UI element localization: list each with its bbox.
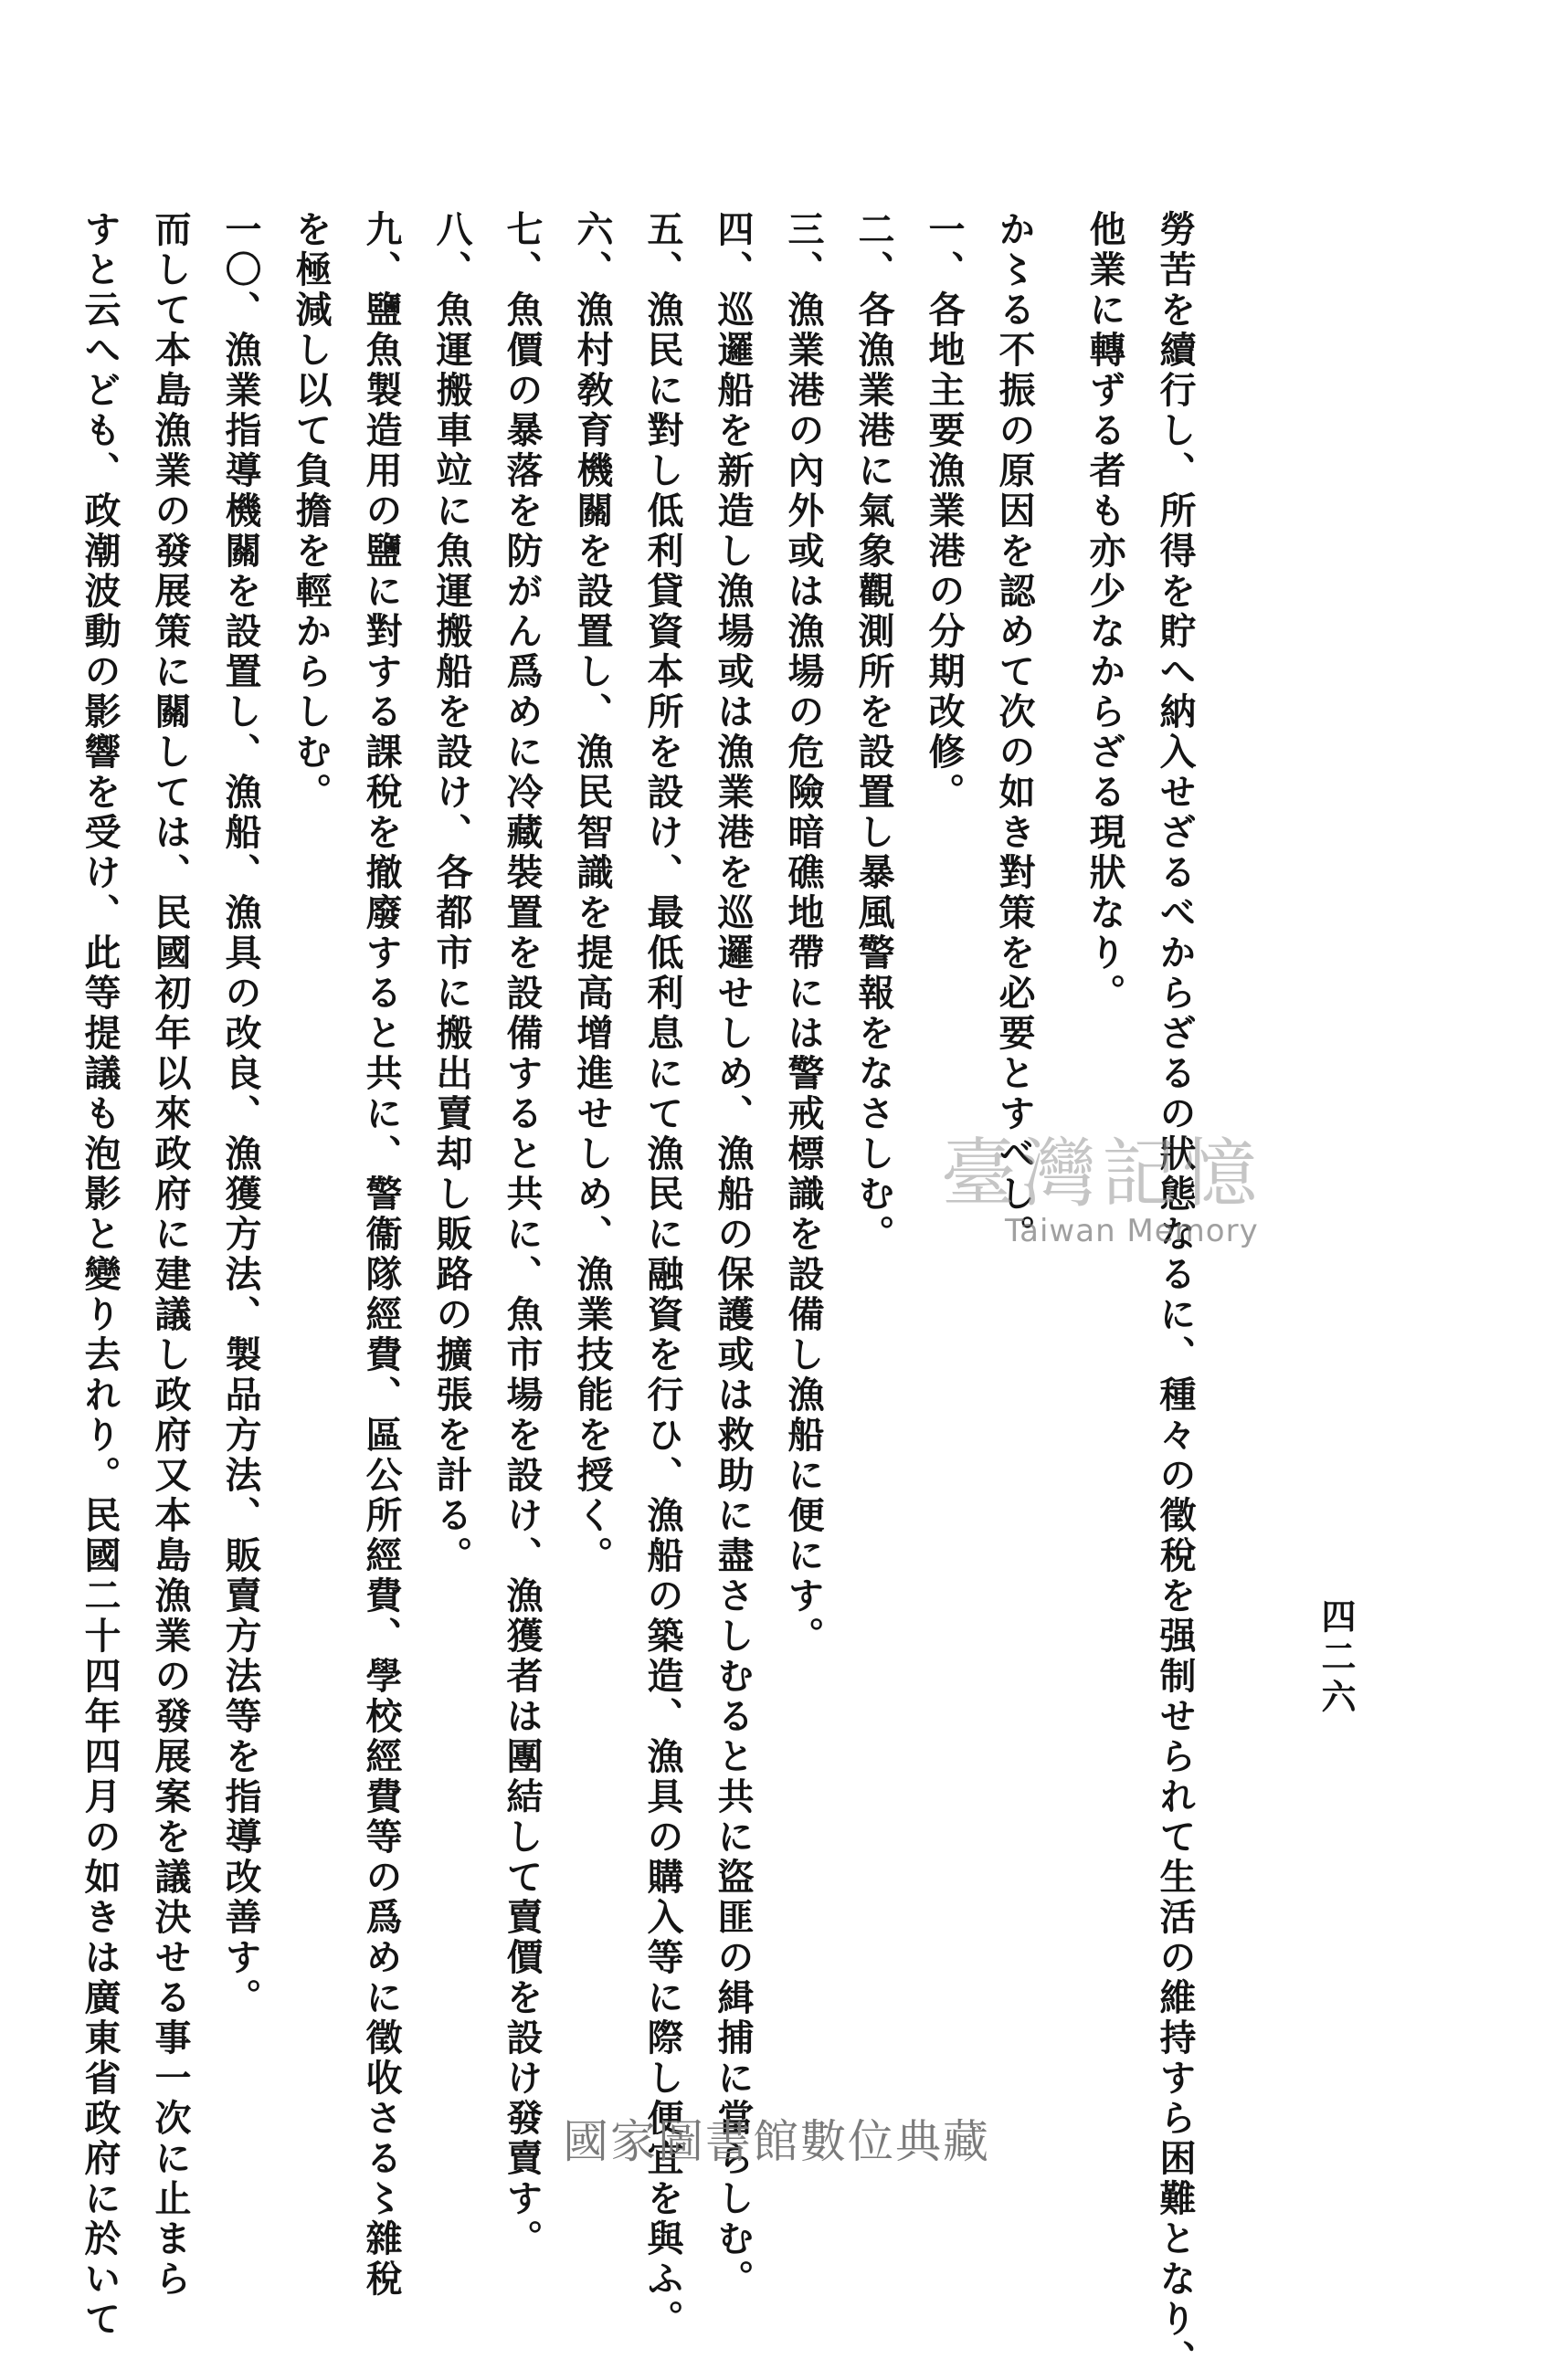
list-item: 七、魚價の暴落を防がん爲めに冷藏裝置を設備すると共に、魚市場を設け、漁獲者は團結して賣價を設け發賣す。 [501, 210, 544, 2259]
list-item: 三、漁業港の內外或は漁場の危險暗礁地帶には警戒標識を設備し漁船に便にす。 [782, 210, 825, 1657]
body-line: 而して本島漁業の發展策に關しては、民國初年以來政府に建議し政府又本島漁業の發展案を議決せる事一次に止まら [149, 210, 192, 2300]
taiwan-memory-watermark [941, 1114, 1325, 1249]
list-item: 一〇、漁業指導機關を設置し、漁船、漁具の改良、漁獲方法、製品方法、販賣方法等を指導改善す。 [219, 210, 262, 2018]
archive-footer: 國家圖書館數位典藏 [563, 2115, 990, 2168]
page-number: 四二六 [1315, 1598, 1357, 1719]
body-line: か〻る不振の原因を認めて次の如き對策を必要とすべし。 [993, 210, 1036, 1255]
list-item: 八、魚運搬車竝に魚運搬船を設け、各都市に搬出賣却し販路の擴張を計る。 [430, 210, 473, 1576]
list-item-continuation: を極減し以て負擔を輕からしむ。 [290, 210, 333, 813]
list-item: 二、各漁業港に氣象觀測所を設置し暴風警報をなさしむ。 [852, 210, 895, 1255]
list-item: 六、漁村敎育機關を設置し、漁民智識を提高增進せしめ、漁業技能を授く。 [571, 210, 614, 1576]
body-line: すと云へども、政潮波動の影響を受け、此等提議も泡影と變り去れり。民國二十四年四月の如きは廣東省政府に於いて [79, 210, 121, 2340]
paragraph-gap [1050, 210, 1070, 1763]
list-item: 五、漁民に對し低利貸資本所を設け、最低利息にて漁民に融資を行ひ、漁船の築造、漁具の購入等に際し便宜を與ふ。 [641, 210, 684, 2340]
list-item: 九、鹽魚製造用の鹽に對する課稅を撤廢すると共に、警衞隊經費、區公所經費、學校經費等の爲めに徵收さる〻雜稅 [360, 210, 403, 2300]
body-line: 勞苦を續行し、所得を貯へ納入せざるべからざるの狀態なるに、種々の徵稅を强制せられて生活の維持すら困難となり、 [1154, 210, 1197, 2380]
list-item: 四、巡邏船を新造し漁場或は漁業港を巡邏せしめ、漁船の保護或は救助に盡さしむると共に盜匪の緝捕に當らしむ。 [712, 210, 755, 2300]
body-line: 他業に轉ずる者も亦少なからざる現狀なり。 [1083, 210, 1126, 1014]
watermark-english: Taiwan Memory [1005, 1213, 1259, 1249]
list-item: 一、各地主要漁業港の分期改修。 [923, 210, 966, 813]
watermark-chinese: 臺灣記憶 [941, 1131, 1263, 1217]
